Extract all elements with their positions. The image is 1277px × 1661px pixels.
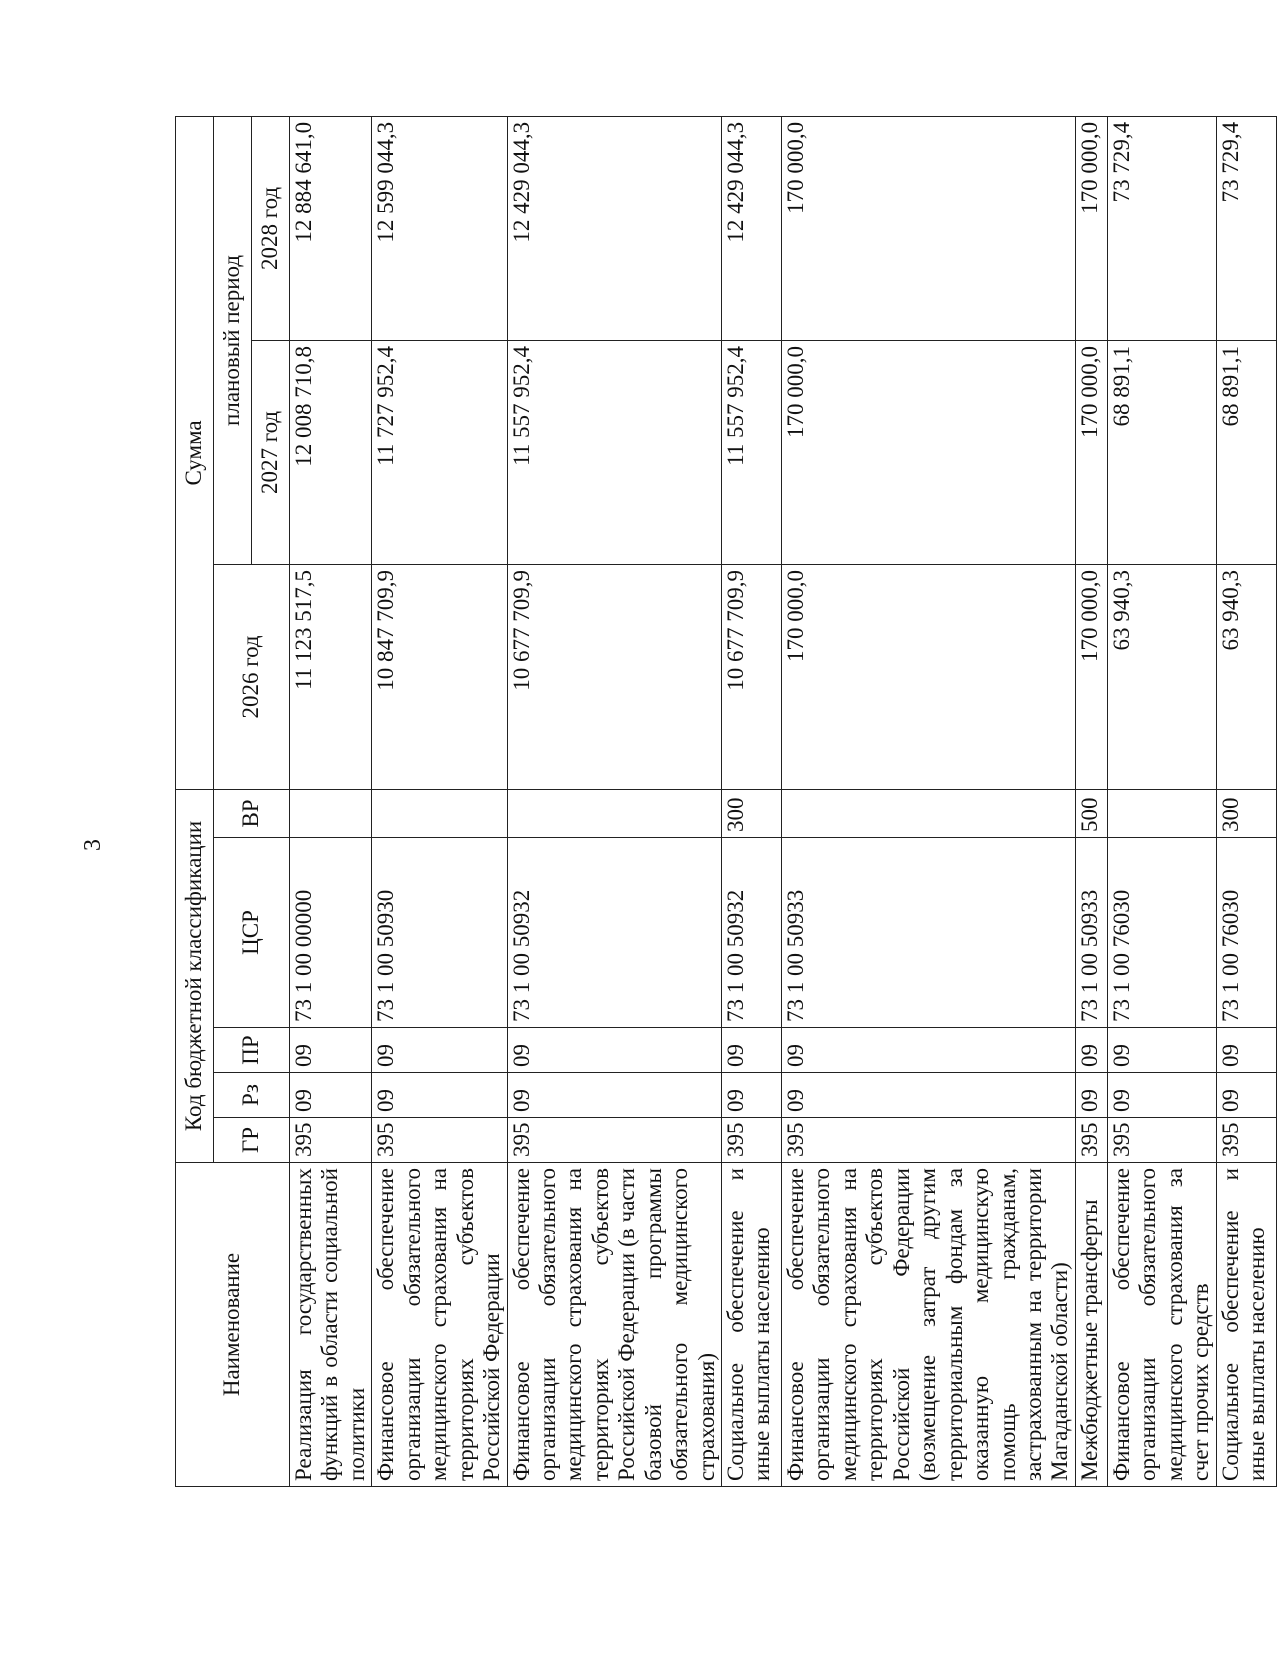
row-name: Межбюджетные трансферты xyxy=(1075,1163,1107,1487)
header-sum: Сумма xyxy=(176,116,214,789)
row-name: Социальное обеспечение и иные выплаты населению xyxy=(722,1163,782,1487)
row-rz: 09 xyxy=(290,1073,372,1118)
header-vr: ВР xyxy=(214,789,290,837)
table-header xyxy=(176,116,290,1486)
row-2028: 170 000,0 xyxy=(1075,116,1107,340)
row-csr: 73 1 00 00000 xyxy=(290,838,372,1028)
row-vr: 300 xyxy=(722,789,782,837)
row-rz: 09 xyxy=(1216,1073,1276,1118)
row-2028: 12 429 044,3 xyxy=(722,116,782,340)
table-row xyxy=(1216,116,1276,1486)
row-2026: 10 677 709,9 xyxy=(722,564,782,789)
row-2028: 73 729,4 xyxy=(1216,116,1276,340)
row-gr: 395 xyxy=(372,1118,507,1163)
row-rz: 09 xyxy=(1107,1073,1216,1118)
header-2028: 2028 год xyxy=(252,116,290,340)
row-name: Реализация государственных функций в области социальной политики xyxy=(290,1163,372,1487)
row-csr: 73 1 00 76030 xyxy=(1216,838,1276,1028)
header-rz: Рз xyxy=(214,1073,290,1118)
table-row xyxy=(372,116,507,1486)
row-2026: 63 940,3 xyxy=(1107,564,1216,789)
header-2027: 2027 год xyxy=(252,340,290,564)
row-csr: 73 1 00 50932 xyxy=(507,838,722,1028)
row-pr: 09 xyxy=(290,1028,372,1073)
header-planning-period: плановый период xyxy=(214,116,252,564)
row-csr: 73 1 00 50930 xyxy=(372,838,507,1028)
row-gr: 395 xyxy=(507,1118,722,1163)
row-2027: 170 000,0 xyxy=(782,340,1076,564)
row-name: Финансовое обеспечение организации обязательного медицинского страхования на территориях субъектов Российской Федерации (возмещение затрат другим территориальным фондам за оказанную медицинскую помощь гражданам, застрахованным на территории Магаданской области) xyxy=(782,1163,1076,1487)
row-pr: 09 xyxy=(507,1028,722,1073)
header-gr: ГР xyxy=(214,1118,290,1163)
row-csr: 73 1 00 76030 xyxy=(1107,838,1216,1028)
header-name: Наименование xyxy=(176,1163,290,1487)
page-number: 3 xyxy=(80,839,106,851)
row-gr: 395 xyxy=(782,1118,1076,1163)
table-row xyxy=(1075,116,1107,1486)
table-body xyxy=(290,116,1277,1486)
row-2028: 12 599 044,3 xyxy=(372,116,507,340)
row-gr: 395 xyxy=(722,1118,782,1163)
row-csr: 73 1 00 50933 xyxy=(782,838,1076,1028)
row-rz: 09 xyxy=(372,1073,507,1118)
row-rz: 09 xyxy=(722,1073,782,1118)
row-name: Финансовое обеспечение организации обязательного медицинского страхования за счет прочих средств xyxy=(1107,1163,1216,1487)
row-csr: 73 1 00 50932 xyxy=(722,838,782,1028)
row-2027: 12 008 710,8 xyxy=(290,340,372,564)
row-2027: 11 557 952,4 xyxy=(722,340,782,564)
row-2026: 10 847 709,9 xyxy=(372,564,507,789)
row-pr: 09 xyxy=(1107,1028,1216,1073)
row-2027: 170 000,0 xyxy=(1075,340,1107,564)
row-rz: 09 xyxy=(782,1073,1076,1118)
header-csr: ЦСР xyxy=(214,838,290,1028)
row-2027: 68 891,1 xyxy=(1107,340,1216,564)
header-pr: ПР xyxy=(214,1028,290,1073)
row-2027: 11 727 952,4 xyxy=(372,340,507,564)
row-vr: 500 xyxy=(1075,789,1107,837)
row-gr: 395 xyxy=(1107,1118,1216,1163)
row-2026: 63 940,3 xyxy=(1216,564,1276,789)
row-2027: 11 557 952,4 xyxy=(507,340,722,564)
row-2028: 12 884 641,0 xyxy=(290,116,372,340)
row-name: Социальное обеспечение и иные выплаты населению xyxy=(1216,1163,1276,1487)
row-csr: 73 1 00 50933 xyxy=(1075,838,1107,1028)
row-vr xyxy=(290,789,372,837)
row-vr: 300 xyxy=(1216,789,1276,837)
row-pr: 09 xyxy=(782,1028,1076,1073)
row-name: Финансовое обеспечение организации обязательного медицинского страхования на территориях субъектов Российской Федерации xyxy=(372,1163,507,1487)
table-row xyxy=(722,116,782,1486)
row-2028: 170 000,0 xyxy=(782,116,1076,340)
row-2028: 73 729,4 xyxy=(1107,116,1216,340)
table-row xyxy=(507,116,722,1486)
budget-table xyxy=(175,116,1277,1487)
row-pr: 09 xyxy=(1075,1028,1107,1073)
row-gr: 395 xyxy=(290,1118,372,1163)
rotated-page-content xyxy=(175,117,1269,1487)
row-pr: 09 xyxy=(372,1028,507,1073)
row-2026: 10 677 709,9 xyxy=(507,564,722,789)
table-row xyxy=(782,116,1076,1486)
header-2026: 2026 год xyxy=(214,564,290,789)
row-rz: 09 xyxy=(1075,1073,1107,1118)
row-vr xyxy=(507,789,722,837)
row-2027: 68 891,1 xyxy=(1216,340,1276,564)
row-rz: 09 xyxy=(507,1073,722,1118)
row-2026: 11 123 517,5 xyxy=(290,564,372,789)
row-pr: 09 xyxy=(1216,1028,1276,1073)
row-2026: 170 000,0 xyxy=(782,564,1076,789)
row-vr xyxy=(782,789,1076,837)
row-pr: 09 xyxy=(722,1028,782,1073)
table-row xyxy=(290,116,372,1486)
row-vr xyxy=(372,789,507,837)
header-code-group: Код бюджетной классификации xyxy=(176,789,214,1162)
row-2026: 170 000,0 xyxy=(1075,564,1107,789)
row-gr: 395 xyxy=(1216,1118,1276,1163)
row-gr: 395 xyxy=(1075,1118,1107,1163)
row-name: Финансовое обеспечение организации обязательного медицинского страхования на территориях субъектов Российской Федерации (в части базовой программы обязательного медицинского страхования) xyxy=(507,1163,722,1487)
row-2028: 12 429 044,3 xyxy=(507,116,722,340)
table-row xyxy=(1107,116,1216,1486)
row-vr xyxy=(1107,789,1216,837)
